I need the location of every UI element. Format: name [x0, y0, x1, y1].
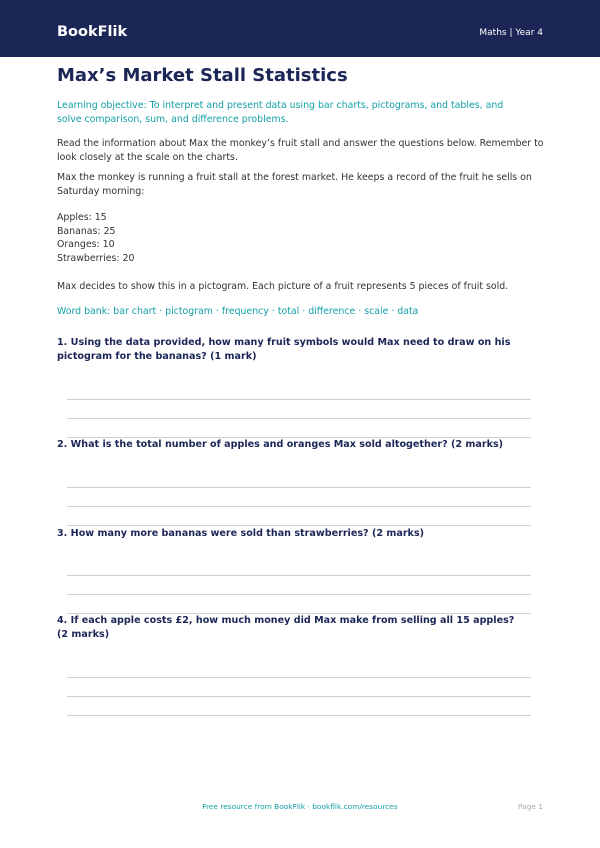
answer-line[interactable]	[67, 418, 531, 419]
page-title: Max’s Market Stall Statistics	[57, 65, 348, 86]
list-item: Strawberries: 20	[57, 252, 135, 264]
answer-line[interactable]	[67, 506, 531, 507]
answer-line[interactable]	[67, 399, 531, 400]
answer-line[interactable]	[67, 487, 531, 488]
answer-line[interactable]	[67, 677, 531, 678]
question-1: 1. Using the data provided, how many fruit symbols would Max need to draw on his pictogram for the bananas? (1 mark)	[57, 337, 511, 362]
page-header	[0, 0, 600, 57]
list-item: Bananas: 25	[57, 225, 116, 237]
question-2: 2. What is the total number of apples and oranges Max sold altogether? (2 marks)	[57, 439, 504, 450]
question-4: 4. If each apple costs £2, how much money did Max make from selling all 15 apples? (2 marks)	[57, 615, 515, 640]
answer-line[interactable]	[67, 525, 531, 526]
list-item: Oranges: 10	[57, 239, 115, 250]
word-bank: Word bank: bar chart · pictogram · frequency · total · difference · scale · data	[57, 306, 419, 317]
pictogram-note: Max decides to show this in a pictogram. Each picture of a fruit represents 5 pieces of fruit sold.	[57, 281, 509, 292]
brand-logo: BookFlik	[57, 24, 128, 40]
learning-objective: Learning objective: To interpret and present data using bar charts, pictograms, and tables, and solve comparison, sum, and difference problems.	[57, 100, 504, 125]
fruit-sales-list	[57, 211, 134, 265]
intro-text: Read the information about Max the monkey’s fruit stall and answer the questions below. Remember to look closely at the scale on the charts.	[57, 138, 544, 163]
page-number: Page 1	[518, 802, 543, 811]
answer-line[interactable]	[67, 696, 531, 697]
answer-line[interactable]	[67, 575, 531, 576]
question-3: 3. How many more bananas were sold than strawberries? (2 marks)	[57, 528, 425, 539]
footer-credit: Free resource from BookFlik · bookflik.com/resources	[202, 802, 398, 811]
context-text: Max the monkey is running a fruit stall at the forest market. He keeps a record of the fruit he sells on Saturday morning:	[57, 172, 532, 197]
list-item: Apples: 15	[57, 212, 107, 223]
answer-line[interactable]	[67, 715, 531, 716]
subject-label: Maths | Year 4	[479, 28, 543, 38]
answer-line[interactable]	[67, 594, 531, 595]
